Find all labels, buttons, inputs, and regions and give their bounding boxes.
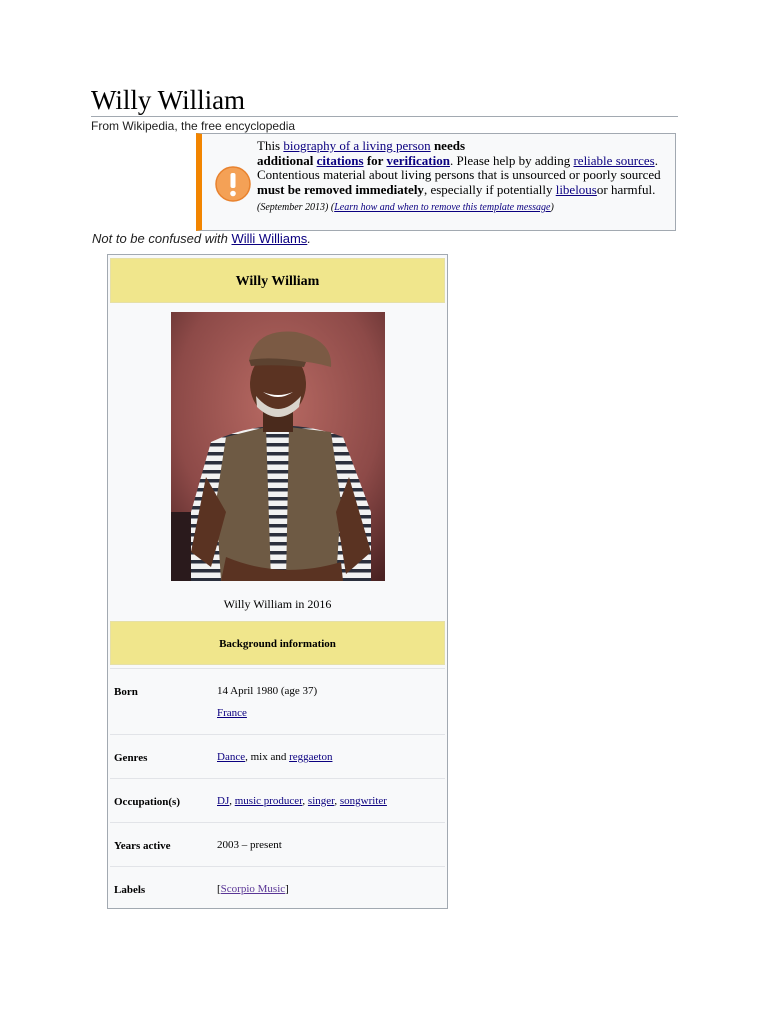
- genres-value: [217, 746, 442, 768]
- background-information-header: Background information: [110, 621, 445, 665]
- labels-bracket-close: ]: [285, 883, 289, 895]
- occupation-value: [217, 790, 442, 812]
- birth-date: 14 April 1980 (age 37): [217, 685, 318, 697]
- born-value: [217, 680, 442, 724]
- citation-warning-box: [196, 133, 676, 231]
- infobox-row-born: [110, 668, 445, 734]
- infobox-title: Willy William: [110, 258, 445, 303]
- occupation-songwriter-link[interactable]: songwriter: [339, 795, 387, 807]
- reliable-sources-link[interactable]: reliable sources: [573, 152, 655, 168]
- years-active-label: Years active: [114, 840, 171, 852]
- warning-text: for: [363, 152, 387, 168]
- born-label: Born: [114, 686, 138, 698]
- occupation-separator: ,: [229, 795, 235, 807]
- warning-text: needs: [430, 138, 465, 153]
- infobox-row-years-active: [110, 822, 445, 866]
- occupation-dj-link[interactable]: DJ: [217, 795, 230, 807]
- warning-exclamation-icon: [214, 165, 252, 203]
- verification-link[interactable]: verification: [386, 152, 450, 168]
- warning-text: . Please help by adding: [449, 152, 574, 168]
- warning-text: must be removed immediately: [257, 181, 424, 197]
- infobox-row-occupation: [110, 778, 445, 822]
- occupation-music-producer-link[interactable]: music producer: [234, 795, 303, 807]
- artist-photo[interactable]: [171, 312, 385, 581]
- labels-label: Labels: [114, 884, 146, 896]
- birthplace-france-link[interactable]: France: [217, 707, 247, 719]
- genres-label: Genres: [114, 752, 148, 764]
- remove-template-message-link[interactable]: Learn how and when to remove this template message: [334, 202, 551, 213]
- libelous-link[interactable]: libelous: [555, 181, 597, 197]
- biography-living-person-link[interactable]: biography of a living person: [283, 138, 431, 153]
- years-active-value: 2003 – present: [217, 839, 282, 851]
- genre-reggaeton-link[interactable]: reggaeton: [289, 751, 333, 763]
- title-divider: [91, 116, 678, 117]
- warning-date: (September 2013) (: [257, 202, 335, 213]
- citation-warning-text: [257, 139, 671, 216]
- hatnote: [92, 231, 311, 246]
- labels-value: [217, 878, 442, 900]
- site-tagline: From Wikipedia, the free encyclopedia: [91, 119, 296, 133]
- warning-text: additional: [257, 152, 317, 168]
- occupation-singer-link[interactable]: singer: [307, 795, 335, 807]
- warning-text: . Contentious material about living persons that is unsourced or poorly sourced: [257, 152, 661, 182]
- infobox-row-labels: [110, 866, 445, 908]
- artist-photo-illustration: [171, 312, 385, 581]
- genres-joiner: , mix and: [245, 751, 290, 763]
- genre-dance-link[interactable]: Dance: [217, 751, 246, 763]
- hatnote-text: .: [307, 231, 311, 246]
- infobox: [107, 254, 448, 909]
- warning-text: or harmful.: [596, 181, 656, 197]
- labels-bracket-open: [: [217, 883, 221, 895]
- warning-text: ): [550, 202, 554, 213]
- hatnote-text: Not to be confused with: [92, 231, 232, 246]
- citations-link[interactable]: citations: [316, 152, 364, 168]
- infobox-row-genres: [110, 734, 445, 778]
- willi-williams-link[interactable]: Willi Williams: [231, 231, 308, 246]
- warning-text: , especially if potentially: [423, 181, 556, 197]
- label-scorpio-music-link[interactable]: Scorpio Music: [220, 883, 286, 895]
- occupation-separator: ,: [302, 795, 308, 807]
- occupation-label: Occupation(s): [114, 796, 180, 808]
- page-title: Willy William: [91, 85, 246, 115]
- occupation-separator: ,: [334, 795, 340, 807]
- warning-text: This: [257, 138, 284, 153]
- photo-caption: Willy William in 2016: [223, 597, 332, 611]
